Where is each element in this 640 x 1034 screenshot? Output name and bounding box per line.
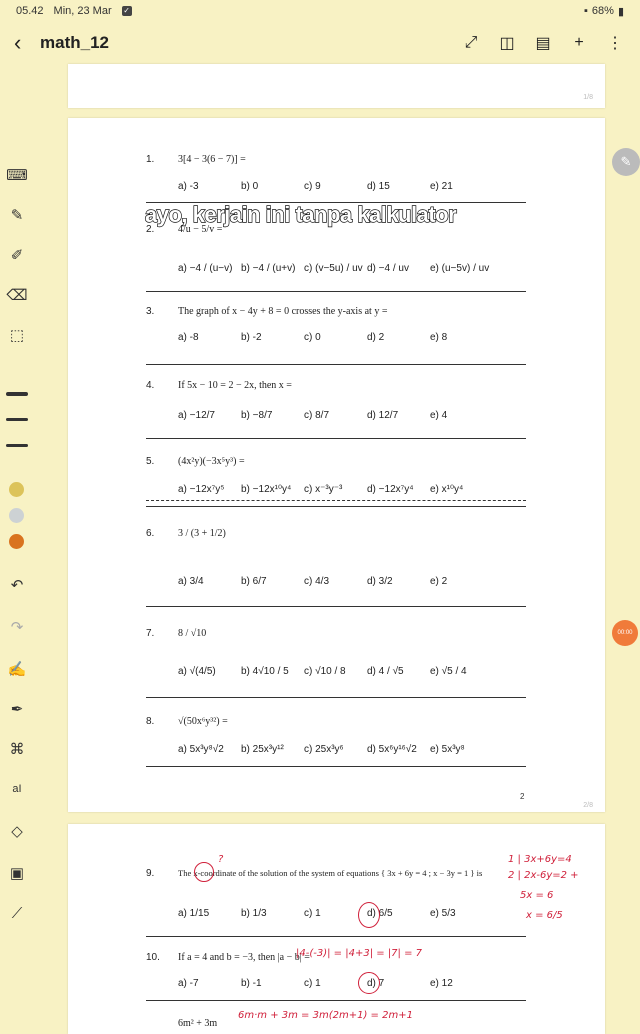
page-title: math_12: [40, 33, 109, 52]
question-stem: If a = 4 and b = −3, then |a − b| =: [178, 952, 310, 963]
expand-icon[interactable]: ⤢: [464, 34, 478, 51]
option-d[interactable]: d) −12x⁷y⁴: [367, 484, 414, 495]
answer-options: [178, 263, 493, 274]
shapes-icon[interactable]: ◇: [11, 823, 23, 840]
handwritten-note: ?: [218, 854, 224, 865]
divider: [146, 606, 526, 607]
color-orange[interactable]: [9, 534, 24, 549]
option-e[interactable]: e) √5 / 4: [430, 666, 467, 677]
answer-options: [178, 484, 493, 495]
option-c[interactable]: c) 1: [304, 908, 321, 919]
stroke-thick-option[interactable]: [6, 392, 28, 396]
question-stem: The graph of x − 4y + 8 = 0 crosses the y-axis at y =: [178, 306, 388, 317]
fingerprint-icon[interactable]: ⌘: [9, 741, 25, 758]
color-gray[interactable]: [9, 508, 24, 523]
option-d[interactable]: d) 12/7: [367, 410, 399, 421]
divider: [146, 766, 526, 767]
lasso-icon[interactable]: ⬚: [9, 327, 25, 344]
question-number: 10.: [146, 952, 160, 963]
more-icon[interactable]: ⋮: [607, 35, 623, 52]
handwritten-note: 5x = 6: [520, 890, 554, 901]
option-c[interactable]: c) (v−5u) / uv: [304, 263, 363, 274]
option-b[interactable]: b) 1/3: [241, 908, 267, 919]
divider: [146, 291, 526, 292]
option-a[interactable]: a) 1/15: [178, 908, 210, 919]
option-e[interactable]: e) 5/3: [430, 908, 456, 919]
divider: [146, 1000, 526, 1001]
status-date: Min, 23 Mar: [53, 5, 112, 17]
answer-options: [178, 908, 493, 919]
question-stem: 4/u − 5/v =: [178, 224, 223, 235]
left-toolbar: [0, 160, 34, 930]
option-e[interactable]: e) 2: [430, 576, 448, 587]
option-b[interactable]: b) 25x³y¹²: [241, 744, 284, 755]
image-icon[interactable]: ▣: [9, 865, 25, 882]
option-b[interactable]: b) 4√10 / 5: [241, 666, 289, 677]
page-number-small: 2/8: [583, 802, 593, 809]
option-d[interactable]: d) 4 / √5: [367, 666, 404, 677]
option-c[interactable]: c) √10 / 8: [304, 666, 346, 677]
recording-timer[interactable]: 00:00: [612, 620, 638, 646]
handwritten-note: |4-(-3)| = |4+3| = |7| = 7: [296, 948, 422, 959]
option-b[interactable]: b) -2: [241, 332, 262, 343]
answer-options: [178, 744, 493, 755]
circled-mark: [194, 862, 214, 882]
battery-icon: ▮: [617, 5, 624, 18]
question-stem: √(50x⁶y³²) =: [178, 716, 228, 727]
checkbox-icon: ✓: [123, 6, 130, 15]
color-yellow[interactable]: [9, 482, 24, 497]
page-3: [68, 824, 605, 1034]
undo-icon[interactable]: ↶: [10, 577, 24, 594]
option-e[interactable]: e) 5x³y⁸: [430, 744, 465, 755]
divider: [146, 936, 526, 937]
question-number: 5.: [146, 456, 155, 467]
option-c[interactable]: c) 25x³y⁶: [304, 744, 344, 755]
redo-icon[interactable]: ↷: [10, 619, 24, 636]
option-a[interactable]: a) −12/7: [178, 410, 215, 421]
stroke-medium-option[interactable]: [6, 418, 28, 421]
keyboard-icon[interactable]: ⌨: [6, 167, 28, 184]
eraser-icon[interactable]: ⌫: [6, 287, 28, 304]
question-stem: (4x²y)(−3x⁵y³) =: [178, 456, 245, 467]
option-a[interactable]: a) 5x³y⁸√2: [178, 744, 224, 755]
question-stem: 3[4 − 3(6 − 7)] =: [178, 154, 246, 165]
handwritten-note: x = 6/5: [526, 910, 563, 921]
option-c[interactable]: c) 8/7: [304, 410, 330, 421]
option-a[interactable]: a) −4 / (u−v): [178, 263, 233, 274]
option-d[interactable]: d) 15: [367, 181, 390, 192]
option-b[interactable]: b) −8/7: [241, 410, 273, 421]
option-a[interactable]: a) −12x⁷y⁵: [178, 484, 225, 495]
question-stem: If 5x − 10 = 2 − 2x, then x =: [178, 380, 292, 391]
handwritten-note: 1 | 3x+6y=4: [508, 854, 572, 865]
handwritten-note: 2 | 2x-6y=2 +: [508, 870, 579, 881]
option-d[interactable]: d) 5x⁶y¹⁶√2: [367, 744, 417, 755]
divider: [146, 438, 526, 439]
option-e[interactable]: e) 4: [430, 410, 448, 421]
text-box-icon[interactable]: aI: [12, 783, 22, 795]
answer-options: [178, 181, 493, 192]
option-e[interactable]: e) 12: [430, 978, 453, 989]
highlighter-icon[interactable]: ✐: [10, 247, 24, 264]
question-number: 1.: [146, 154, 155, 165]
circled-answer: [358, 902, 380, 928]
option-c[interactable]: c) 4/3: [304, 576, 330, 587]
battery-level: 68%: [591, 5, 614, 17]
book-icon[interactable]: ◫: [499, 35, 515, 52]
stroke-thin-option[interactable]: [6, 444, 28, 447]
app-toolbar: [0, 22, 640, 64]
page-icon[interactable]: ▤: [535, 35, 551, 52]
answer-options: [178, 978, 493, 989]
option-a[interactable]: a) -3: [178, 181, 199, 192]
handwritten-note: 6m·m + 3m = 3m(2m+1) = 2m+1: [238, 1010, 413, 1021]
shape-pen-icon[interactable]: ✍: [7, 661, 27, 678]
option-e[interactable]: e) 8: [430, 332, 448, 343]
option-c[interactable]: c) 1: [304, 978, 321, 989]
divider: [146, 500, 526, 501]
option-e[interactable]: e) (u−5v) / uv: [430, 263, 490, 274]
status-time: 05.42: [16, 5, 44, 17]
option-c[interactable]: c) 9: [304, 181, 321, 192]
question-stem: 6m² + 3m: [178, 1018, 218, 1029]
option-a[interactable]: a) -7: [178, 978, 199, 989]
page-number: 1/8: [583, 94, 593, 101]
question-number: 2.: [146, 224, 155, 235]
divider: [146, 364, 526, 365]
option-d[interactable]: d) 7: [367, 978, 385, 989]
status-bar: [0, 0, 640, 22]
option-b[interactable]: b) −12x¹⁰y⁴: [241, 484, 292, 495]
chevron-left-icon[interactable]: ‹: [14, 30, 22, 55]
divider: [146, 697, 526, 698]
page-1: [68, 64, 605, 108]
question-number: 6.: [146, 528, 155, 539]
question-stem: The x-coordinate of the solution of the system of equations { 3x + 6y = 4 ; x − 3y = 1 } is: [178, 868, 483, 878]
option-b[interactable]: b) 0: [241, 181, 259, 192]
option-d[interactable]: d) −4 / uv: [367, 263, 409, 274]
option-c[interactable]: c) x⁻³y⁻³: [304, 484, 343, 495]
question-number: 7.: [146, 628, 155, 639]
divider: [146, 506, 526, 507]
ruler-pen-icon[interactable]: ⟋: [11, 904, 23, 922]
caption-overlay: ayo, kerjain ini tanpa kalkulator: [145, 202, 457, 227]
option-b[interactable]: b) -1: [241, 978, 262, 989]
answer-options: [178, 410, 493, 421]
option-d[interactable]: d) 3/2: [367, 576, 393, 587]
question-stem: 3 / (3 + 1/2): [178, 528, 226, 539]
circled-answer: [358, 972, 380, 994]
pen-icon[interactable]: ✎: [10, 207, 24, 224]
option-d[interactable]: d) 6/5: [367, 908, 393, 919]
question-number: 4.: [146, 380, 155, 391]
edit-pen-button[interactable]: ✎: [612, 148, 640, 176]
plus-icon[interactable]: +: [574, 34, 584, 51]
option-e[interactable]: e) x¹⁰y⁴: [430, 484, 464, 495]
option-e[interactable]: e) 21: [430, 181, 453, 192]
question-number: 9.: [146, 868, 155, 879]
text-pen-icon[interactable]: ✒: [10, 701, 24, 718]
option-a[interactable]: a) √(4/5): [178, 666, 216, 677]
question-number: 3.: [146, 306, 155, 317]
answer-options: [178, 666, 493, 677]
lock-icon: ▪: [584, 5, 588, 17]
option-a[interactable]: a) 3/4: [178, 576, 204, 587]
question-number: 8.: [146, 716, 155, 727]
option-a[interactable]: a) -8: [178, 332, 199, 343]
option-d[interactable]: d) 2: [367, 332, 385, 343]
question-stem: 8 / √10: [178, 628, 207, 639]
option-c[interactable]: c) 0: [304, 332, 321, 343]
option-b[interactable]: b) −4 / (u+v): [241, 263, 296, 274]
option-b[interactable]: b) 6/7: [241, 576, 267, 587]
answer-options: [178, 576, 493, 587]
answer-options: [178, 332, 493, 343]
page-number: 2: [520, 792, 525, 801]
